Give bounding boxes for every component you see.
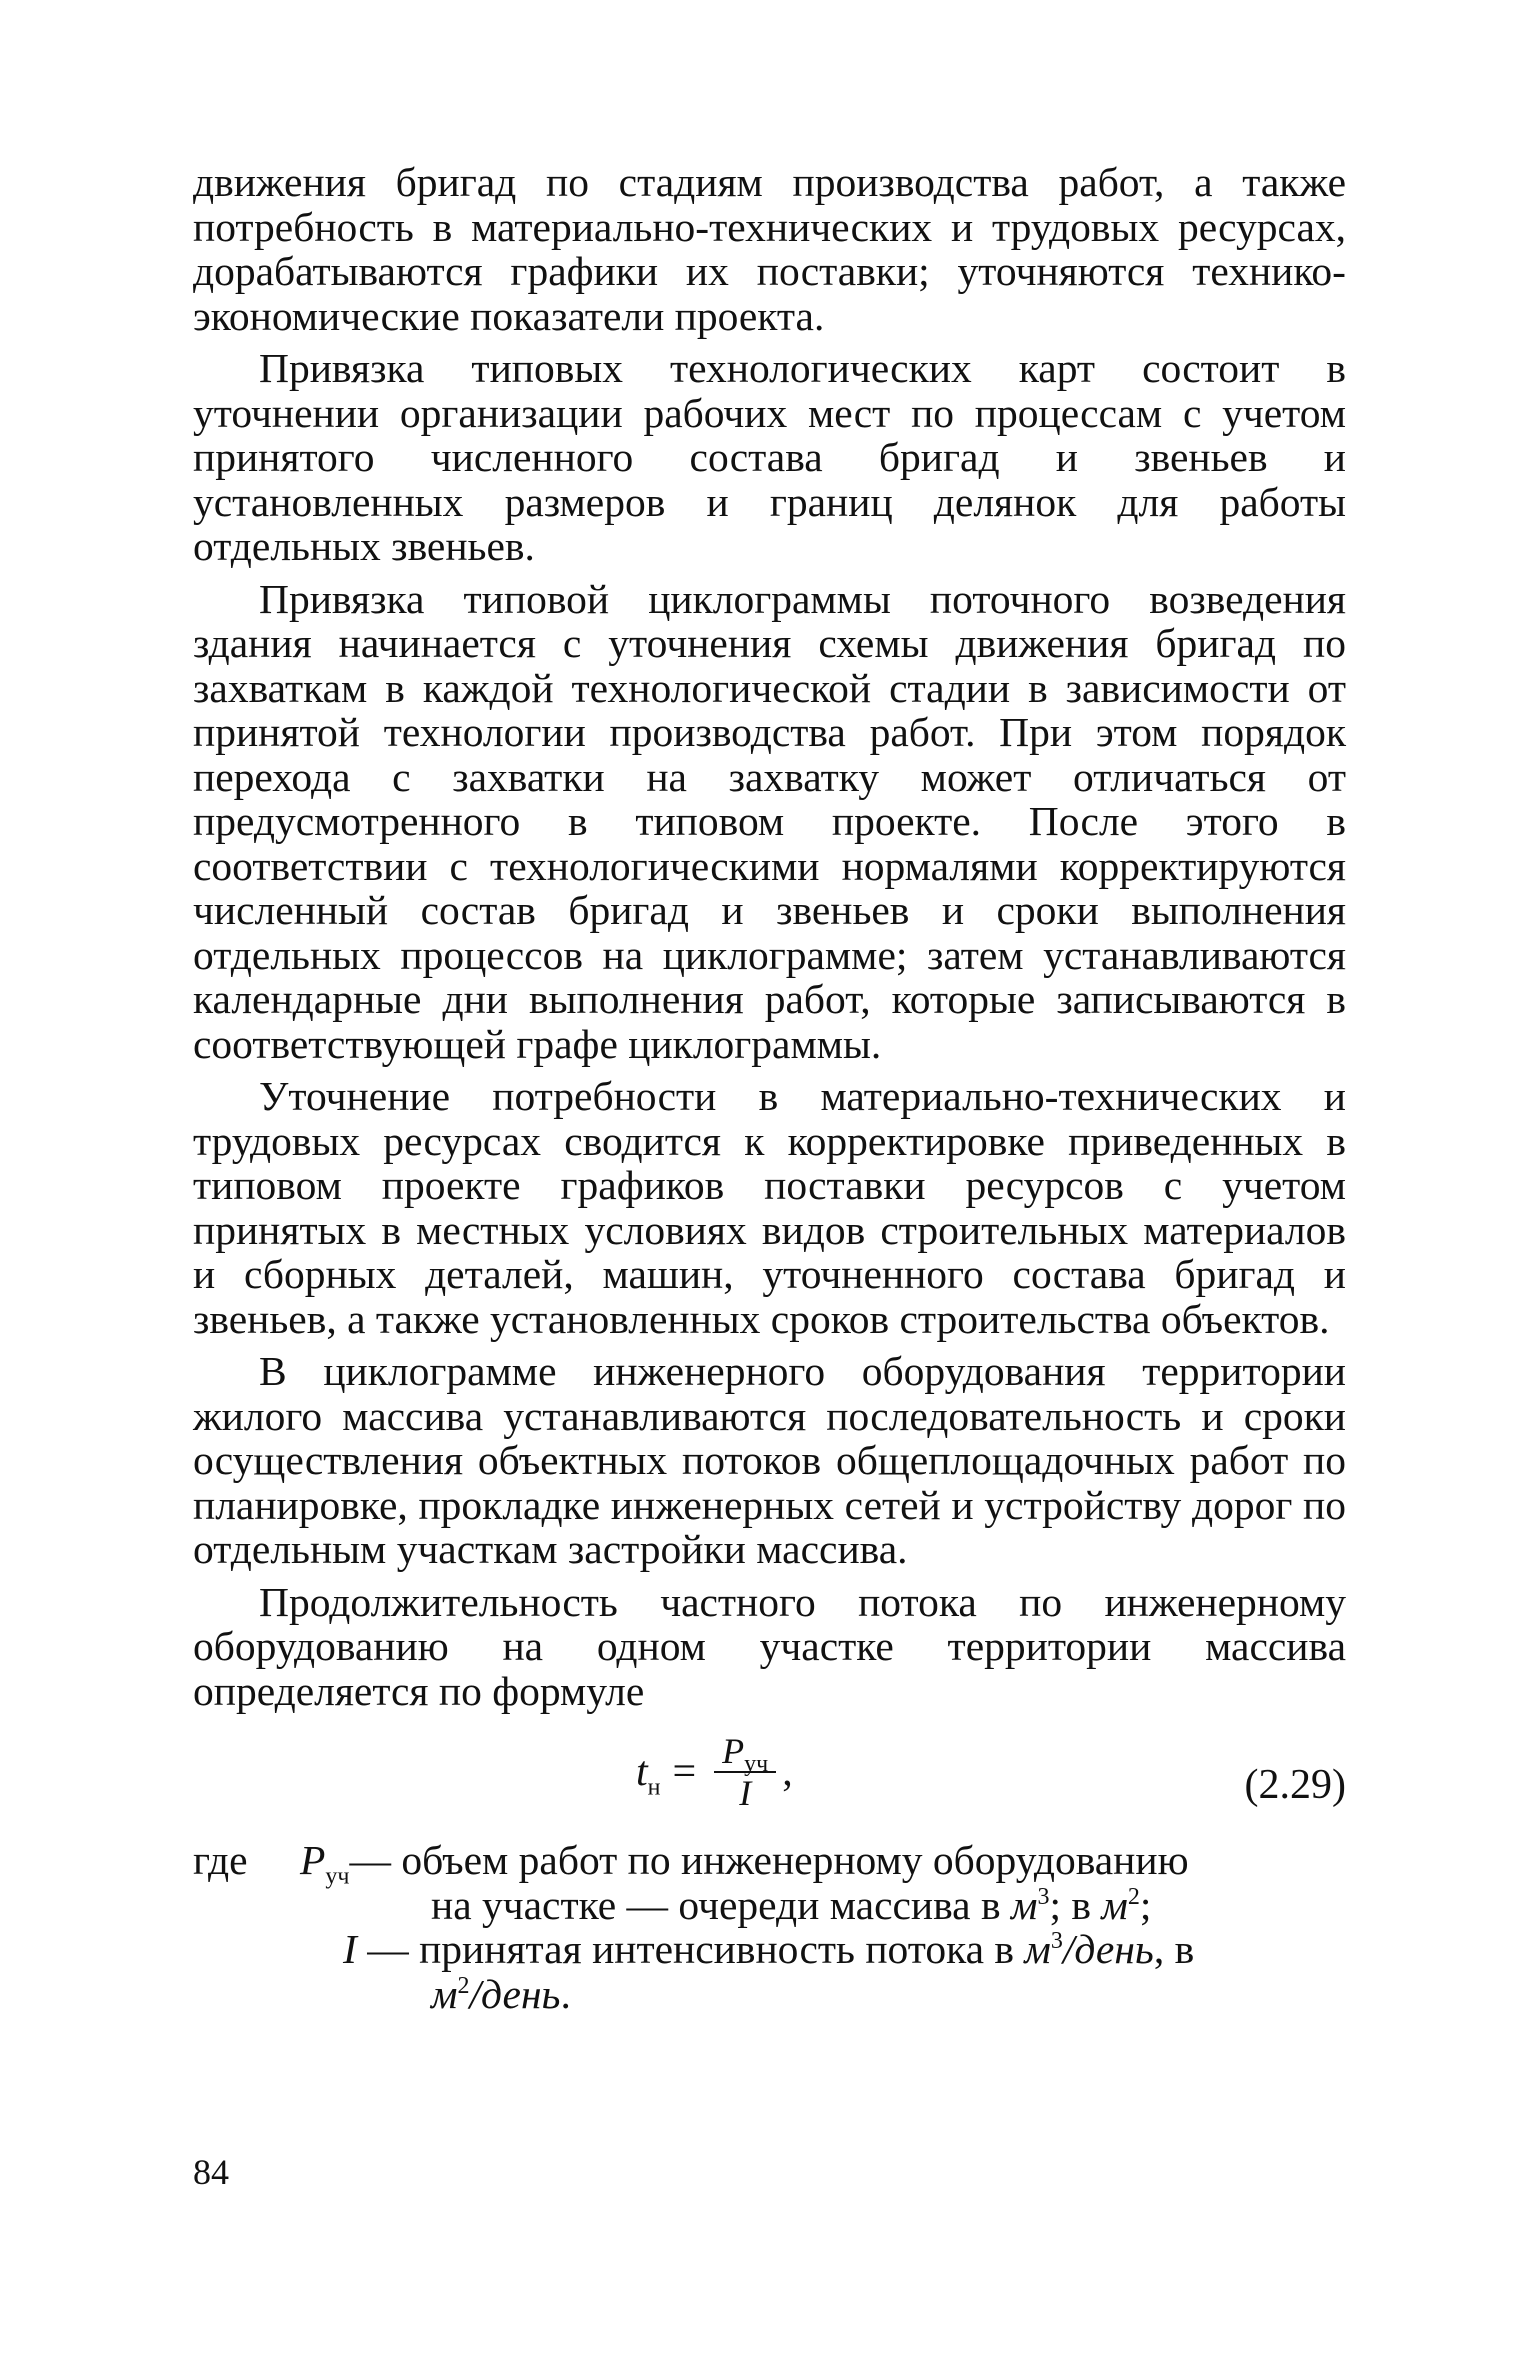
paragraph-3: Привязка типовой циклограммы поточного возведения здания начинается с уточнения схемы движения бригад по захваткам в каждой технологической стадии в зависимости от принятой технологии производства работ. При этом порядок перехода с захватки на захватку может отличаться от предусмотренного в типовом проекте. После этого в соответствии с технологическими нормалями корректируются численный состав бригад и звеньев и сроки выполнения отдельных процессов на циклограмме; затем устанавливаются календарные дни выполнения работ, которые записываются в соответствующей графе циклограммы. xyxy=(193,575,1346,1067)
formula-lhs: $t_н$ xyxy=(636,1749,661,1801)
definition-2-line-2 xyxy=(193,1972,1346,2017)
definition-2-continuation: $м^2$/день. xyxy=(431,1970,571,2017)
where-word: где xyxy=(193,1837,248,1883)
formula-equals: = xyxy=(672,1749,697,1795)
where-block xyxy=(193,1838,1346,2016)
formula-number: (2.29) xyxy=(1244,1762,1346,1808)
definition-1-continuation: на участке — очереди массива в $м^3$; в $м^2$; xyxy=(431,1881,1152,1928)
page-number: 84 xyxy=(193,2152,229,2192)
formula-trailing: , xyxy=(782,1749,793,1795)
paragraph-1: движения бригад по стадиям производства работ, а также потребность в материально-технических и трудовых ресурсах, дорабатываются графики их поставки; уточняются технико-экономические показатели проекта. xyxy=(193,159,1346,339)
definition-1-line-1 xyxy=(193,1837,1346,1890)
formula-fraction xyxy=(714,1731,776,1813)
definition-2-line-1 xyxy=(193,1927,1346,1972)
formula xyxy=(636,1731,793,1813)
formula-numerator: $P_{уч}$ xyxy=(722,1731,769,1778)
paragraph-6: Продолжительность частного потока по инженерному оборудованию на одном участке территории массива определяется по формуле xyxy=(193,1578,1346,1714)
paragraph-5: В циклограмме инженерного оборудования территории жилого массива устанавливаются последовательность и сроки осуществления объектных потоков общеплощадочных работ по планировке, прокладке инженерных сетей и устройству дорог по отдельным участкам застройки массива. xyxy=(193,1348,1346,1572)
formula-denominator: I xyxy=(739,1773,752,1813)
paragraph-2: Привязка типовых технологических карт состоит в уточнении организации рабочих мест по процессам с учетом принятого численного состава бригад и звеньев и установленных размеров и границ делянок для работы отдельных звеньев. xyxy=(193,345,1346,569)
definition-2: I — принятая интенсивность потока в $м^3$/день, в xyxy=(343,1926,1195,1972)
formula-block xyxy=(193,1721,1346,1836)
definition-1-line-2 xyxy=(193,1883,1346,1928)
definition-1: $P_{уч}—$ объем работ по инженерному оборудованию xyxy=(300,1837,1189,1890)
paragraph-4: Уточнение потребности в материально-технических и трудовых ресурсах сводится к корректировке приведенных в типовом проекте графиков поставки ресурсов с учетом принятых в местных условиях видов строительных материалов и сборных деталей, машин, уточненного состава бригад и звеньев, а также установленных сроков строительства объектов. xyxy=(193,1073,1346,1342)
